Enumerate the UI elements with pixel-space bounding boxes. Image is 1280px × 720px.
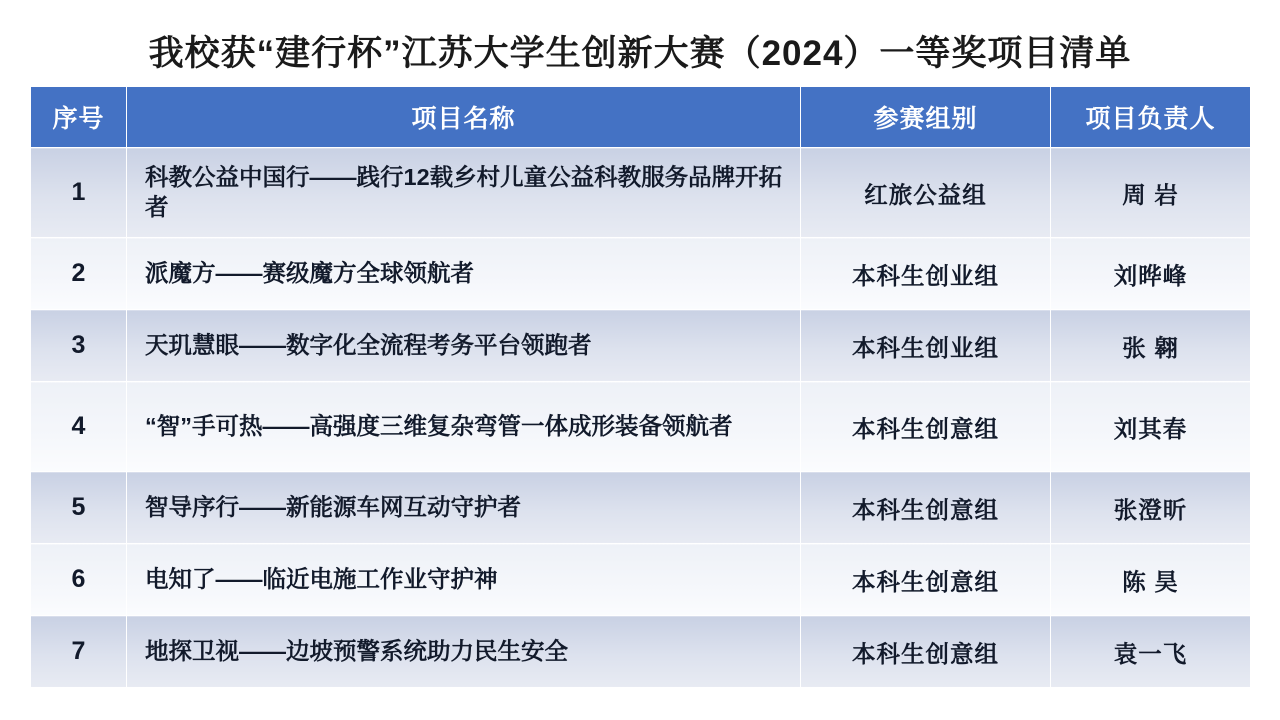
table-row: [31, 310, 1251, 382]
row-leader: 张澄昕: [1051, 472, 1251, 544]
table-row: [31, 238, 1251, 310]
row-group: 本科生创业组: [801, 310, 1051, 382]
table-row: [31, 616, 1251, 688]
row-project-name: 地探卫视——边坡预警系统助力民生安全: [127, 616, 801, 688]
header-project-name: 项目名称: [127, 87, 801, 148]
row-number: 6: [31, 544, 127, 616]
row-project-name: 天玑慧眼——数字化全流程考务平台领跑者: [127, 310, 801, 382]
table-row: [31, 472, 1251, 544]
row-project-name: 智导序行——新能源车网互动守护者: [127, 472, 801, 544]
row-group: 本科生创业组: [801, 238, 1051, 310]
row-leader: 周 岩: [1051, 148, 1251, 238]
row-number: 1: [31, 148, 127, 238]
row-leader: 袁一飞: [1051, 616, 1251, 688]
row-project-name: 电知了——临近电施工作业守护神: [127, 544, 801, 616]
row-project-name: 派魔方——赛级魔方全球领航者: [127, 238, 801, 310]
row-leader: 陈 昊: [1051, 544, 1251, 616]
row-number: 2: [31, 238, 127, 310]
table-row: [31, 382, 1251, 472]
row-group: 本科生创意组: [801, 472, 1051, 544]
row-number: 7: [31, 616, 127, 688]
row-group: 本科生创意组: [801, 382, 1051, 472]
header-leader: 项目负责人: [1051, 87, 1251, 148]
page-title: 我校获“建行杯”江苏大学生创新大赛（2024）一等奖项目清单: [148, 34, 1132, 73]
table-body: [31, 148, 1251, 688]
row-leader: 刘晔峰: [1051, 238, 1251, 310]
row-leader: 张 翱: [1051, 310, 1251, 382]
award-table-container: [30, 86, 1250, 688]
award-table: [30, 86, 1251, 688]
header-group: 参赛组别: [801, 87, 1051, 148]
table-header: [31, 87, 1251, 148]
header-num: 序号: [31, 87, 127, 148]
row-number: 3: [31, 310, 127, 382]
row-group: 红旅公益组: [801, 148, 1051, 238]
table-row: [31, 148, 1251, 238]
row-project-name: 科教公益中国行——践行12载乡村儿童公益科教服务品牌开拓者: [127, 148, 801, 238]
row-leader: 刘其春: [1051, 382, 1251, 472]
row-number: 5: [31, 472, 127, 544]
row-number: 4: [31, 382, 127, 472]
table-header-row: [31, 87, 1251, 148]
row-group: 本科生创意组: [801, 544, 1051, 616]
row-project-name: “智”手可热——高强度三维复杂弯管一体成形装备领航者: [127, 382, 801, 472]
table-row: [31, 544, 1251, 616]
row-group: 本科生创意组: [801, 616, 1051, 688]
